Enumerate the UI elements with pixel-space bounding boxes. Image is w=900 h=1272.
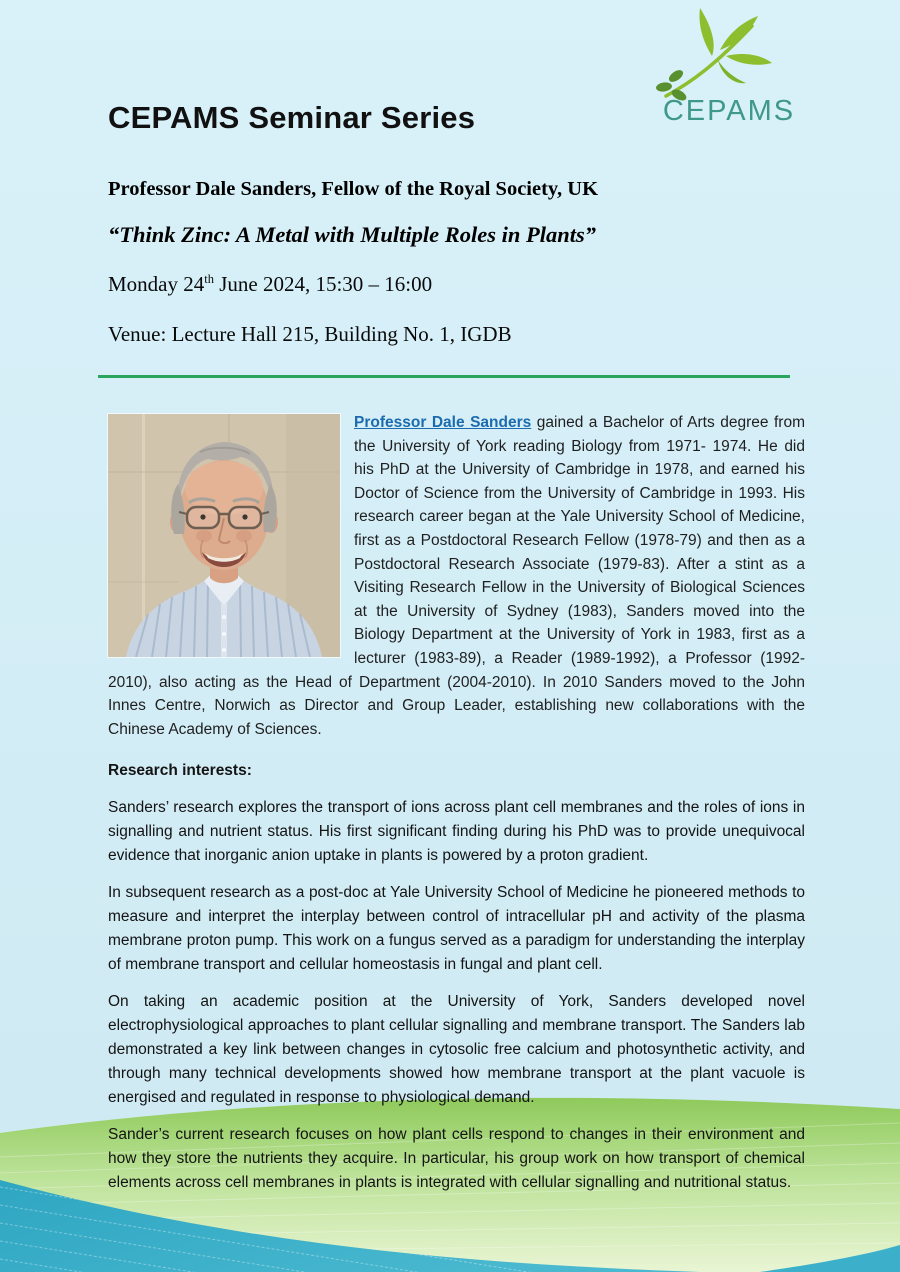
research-heading: Research interests: [108, 762, 252, 780]
event-date-day: Monday 24 [108, 272, 205, 296]
speaker-portrait-illustration [108, 414, 340, 657]
event-date-ordinal: th [204, 272, 214, 286]
event-venue: Venue: Lecture Hall 215, Building No. 1, IGDB [108, 322, 512, 346]
research-paragraph-4: Sander’s current research focuses on how plant cells respond to changes in their environment and how they store the nutrients they acquire. In particular, his group work on how transport of chemical elements across cell membranes in plants is integrated with cellular signalling and nutritional status. [108, 1126, 805, 1192]
section-divider [98, 375, 790, 378]
cepams-logo [648, 6, 810, 128]
bio-text: gained a Bachelor of Arts degree from the University of York reading Biology from 1971- 1974. He did his PhD at the University of Cambridge in 1978, and earned his Doctor of Science from the University of Cambridge in 1993. His research career began at the Yale University School of Medicine, first as a Postdoctoral Research Fellow (1978-79) and then as a Postdoctoral Research Associate (1979-83). After a stint as a Visiting Research Fellow in the University of Biological Sciences at the University of Sydney (1983), Sanders moved into the Biology Department at the University of York in 1983, first as a lecturer (1983-89), a Reader (1989-1992), a Professor (1992-2010), also acting as the Head of Department (2004-2010). In 2010 Sanders moved to the John Innes Centre, Norwich as Director and Group Leader, establishing new collaborations with the Chinese Academy of Sciences. [108, 414, 805, 738]
speaker-profile-link[interactable]: Professor Dale Sanders [354, 414, 532, 431]
event-date-rest: June 2024, 15:30 – 16:00 [213, 272, 433, 296]
plant-branch-icon [654, 6, 804, 101]
talk-title: “Think Zinc: A Metal with Multiple Roles in Plants” [108, 222, 597, 247]
research-paragraph-2: In subsequent research as a post-doc at Yale University School of Medicine he pioneered methods to measure and interpret the interplay between control of intracellular pH and activity of the plasma membrane proton pump. This work on a fungus served as a paradigm for understanding the interplay of membrane transport and cellular homeostasis in fungal and plant cell. [108, 884, 805, 974]
research-paragraph-3: On taking an academic position at the University of York, Sanders developed novel electrophysiological approaches to plant cellular signalling and membrane transport. The Sanders lab demonstrated a key link between changes in cytosolic free calcium and photosynthetic activity, and through many technical developments showed how membrane transport at the plant vacuole is energised and regulated in response to physiological demand. [108, 993, 805, 1107]
research-paragraph-1: Sanders’ research explores the transport of ions across plant cell membranes and the roles of ions in signalling and nutrient status. His first significant finding during his PhD was to provide unequivocal evidence that inorganic anion uptake in plants is powered by a proton gradient. [108, 799, 805, 865]
page-title: CEPAMS Seminar Series [108, 100, 476, 135]
biography-section [108, 411, 805, 741]
speaker-name: Professor Dale Sanders, Fellow of the Royal Society, UK [108, 178, 599, 200]
logo-wordmark: CEPAMS [662, 95, 796, 127]
research-interests-section [108, 759, 805, 1195]
speaker-photo [108, 414, 340, 657]
event-datetime [108, 272, 805, 297]
